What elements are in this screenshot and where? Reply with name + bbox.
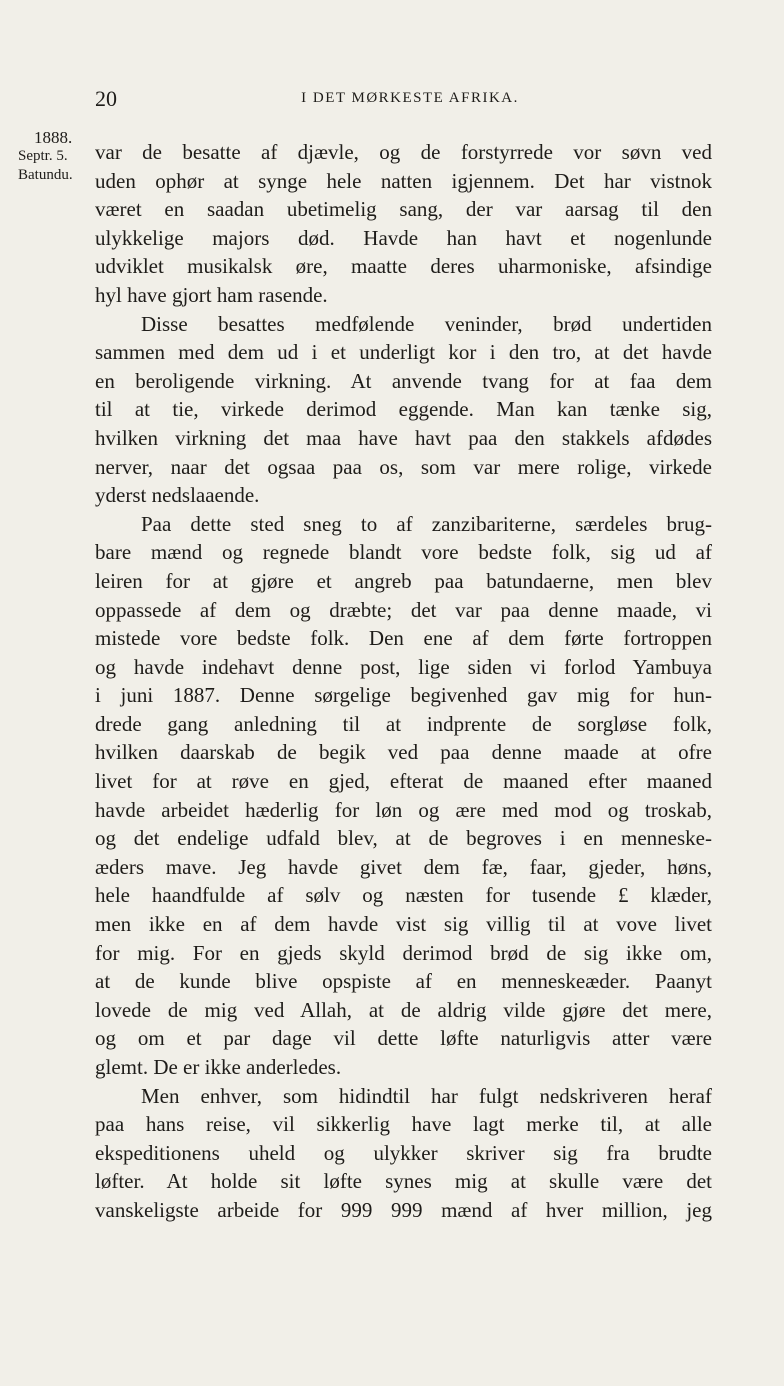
text-line: paa hans reise, vil sikkerlig have lagt merke til, at alle — [95, 1112, 712, 1137]
paragraph — [95, 510, 712, 1082]
text-line: oppassede af dem og dræbte; det var paa denne maade, vi — [95, 597, 712, 622]
text-line: til at tie, virkede derimod eggende. Man kan tænke sig, — [95, 397, 712, 422]
text-line: og om et par dage vil dette løfte naturligvis atter være — [95, 1026, 712, 1051]
paragraph — [95, 1082, 712, 1225]
text-line: nerver, naar det ogsaa paa os, som var mere rolige, virkede — [95, 454, 712, 479]
text-line: og havde indehavt denne post, lige siden vi forlod Yambuya — [95, 654, 712, 679]
text-line: at de kunde blive opspiste af en menneskeæder. Paanyt — [95, 969, 712, 994]
text-line: og det endelige udfald blev, at de begroves i en menneske- — [95, 826, 712, 851]
text-line: drede gang anledning til at indprente de sorgløse folk, — [95, 711, 712, 736]
paragraph — [95, 138, 712, 310]
text-line: hvilken virkning det maa have havt paa den stakkels afdødes — [95, 425, 712, 450]
text-line: en beroligende virkning. At anvende tvang for at faa dem — [95, 368, 712, 393]
text-line: hele haandfulde af sølv og næsten for tusende £ klæder, — [95, 883, 712, 908]
body-text — [95, 138, 712, 1225]
text-line: æders mave. Jeg havde givet dem fæ, faar, gjeder, høns, — [95, 854, 712, 879]
text-line: Disse besattes medfølende veninder, brød undertiden — [141, 311, 712, 336]
text-line: ekspeditionens uheld og ulykker skriver sig fra brudte — [95, 1140, 712, 1165]
text-line: vanskeligste arbeide for 999 999 mænd af hver million, jeg — [95, 1197, 712, 1222]
text-line: leiren for at gjøre et angreb paa batundaerne, men blev — [95, 568, 712, 593]
margin-note-year: 1888. — [34, 128, 73, 147]
text-line: for mig. For en gjeds skyld derimod brød de sig ikke om, — [95, 940, 712, 965]
margin-note-place: Batundu. — [18, 167, 73, 183]
text-line: bare mænd og regnede blandt vore bedste folk, sig ud af — [95, 540, 712, 565]
paragraph — [95, 310, 712, 510]
text-line: i juni 1887. Denne sørgelige begivenhed gav mig for hun- — [95, 683, 712, 708]
text-line: hyl have gjort ham rasende. — [95, 282, 328, 307]
text-line: mistede vore bedste folk. Den ene af dem førte fortroppen — [95, 626, 712, 651]
text-line: været en saadan ubetimelig sang, der var aarsag til den — [95, 197, 712, 222]
text-line: men ikke en af dem havde vist sig villig til at vove livet — [95, 912, 712, 937]
text-line: udviklet musikalsk øre, maatte deres uharmoniske, afsindige — [95, 254, 712, 279]
page-number: 20 — [95, 86, 117, 111]
text-line: livet for at røve en gjed, efterat de maaned efter maaned — [95, 769, 712, 794]
text-line: hvilken daarskab de begik ved paa denne maade at ofre — [95, 740, 712, 765]
running-head: I DET MØRKESTE AFRIKA. — [301, 90, 519, 106]
text-line: ulykkelige majors død. Havde han havt et nogenlunde — [95, 225, 712, 250]
text-line: løfter. At holde sit løfte synes mig at skulle være det — [95, 1169, 712, 1194]
text-line: Paa dette sted sneg to af zanzibariterne, særdeles brug- — [141, 511, 712, 536]
text-line: sammen med dem ud i et underligt kor i den tro, at det havde — [95, 340, 712, 365]
margin-note — [18, 128, 98, 185]
text-line: glemt. De er ikke anderledes. — [95, 1055, 342, 1079]
text-line: uden ophør at synge hele natten igjennem. Det har vistnok — [95, 168, 712, 193]
text-line: var de besatte af djævle, og de forstyrrede vor søvn ved — [95, 140, 712, 164]
text-line: havde arbeidet hæderlig for løn og ære med mod og troskab, — [95, 797, 712, 822]
text-line: yderst nedslaaende. — [95, 483, 260, 508]
text-line: Men enhver, som hidindtil har fulgt nedskriveren heraf — [141, 1083, 712, 1108]
text-line: lovede de mig ved Allah, at de aldrig vilde gjøre det mere, — [95, 997, 712, 1022]
margin-note-date: Septr. 5. — [18, 148, 68, 164]
